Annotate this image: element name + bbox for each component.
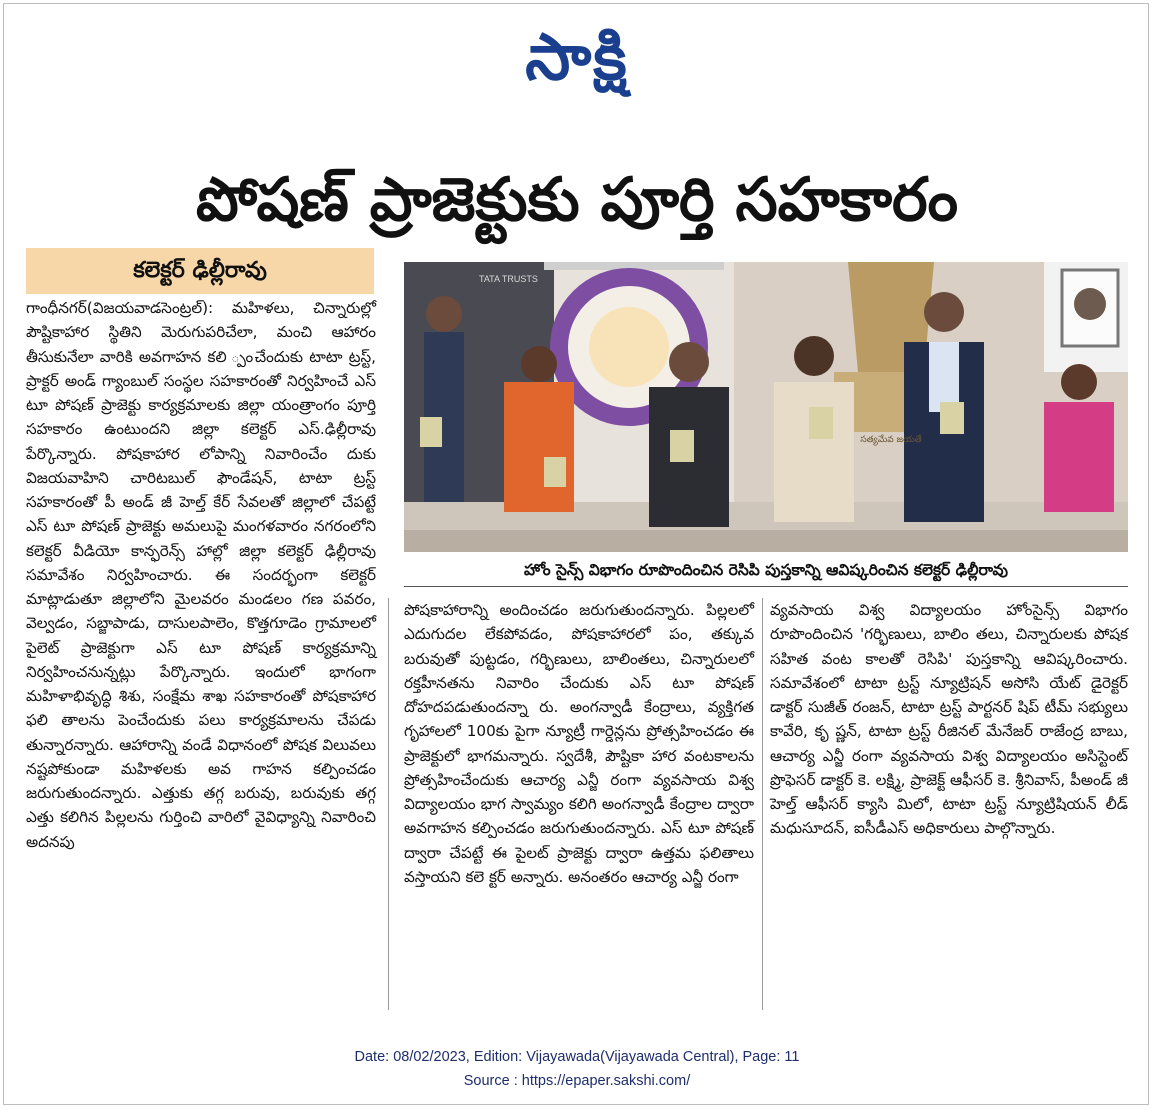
source-link[interactable]: Source : https://epaper.sakshi.com/ (463, 1073, 691, 1089)
masthead (0, 18, 1154, 98)
photo-emblem-text: సత్యమేవ జయతే (860, 435, 922, 445)
article-headline: పోషణ్ ప్రాజెక్టుకు పూర్తి సహకారం (195, 165, 959, 235)
article-subheadline: కలెక్టర్ ఢిల్లీరావు (26, 248, 374, 294)
photo-illustration (404, 262, 1128, 552)
article-column-3 (770, 598, 1128, 841)
column-3-text: వ్యవసాయ విశ్వ విద్యాలయం హోంసైన్స్ విభాగం రూపొందించిన 'గర్భిణులు, బాలిం తలు, చిన్నారులకు పోషక సహిత వంట కాలతో రెసిపి' పుస్తకాన్ని ఆవిష్కరించారు. సమావేశంలో టాటా ట్రస్ట్ న్యూట్రిషన్ అసోసి యేట్ డైరెక్టర్ డాక్టర్ సుజీత్ రంజన్, టాటా ట్రస్ట్ పార్టనర్ షిప్ టీమ్ సభ్యులు కావేరి, కృ ష్ణన్, టాటా ట్రస్ట్ రీజినల్ మేనేజర్ రాజేంద్ర బాబు, ఆచార్య ఎన్జీ రంగా వ్యవసాయ విశ్వ విద్యాలయం అసిస్టెంట్ ప్రొఫెసర్ డాక్టర్ కె. లక్ష్మి, ప్రాజెక్ట్ ఆఫీసర్ కె. శ్రీనివాస్, పీఅండ్ జీ హెల్త్ ఆఫీసర్ క్యాసి మిలో, టాటా ట్రస్ట్ న్యూట్రిషియన్ లీడ్ మధుసూదన్, ఐసీడీఎస్ అధికారులు పాల్గొన్నారు. (770, 601, 1128, 838)
sakshi-logo: సాక్షి (525, 21, 629, 95)
column-divider-1 (388, 598, 389, 1010)
footer-source-line[interactable] (0, 1073, 1154, 1089)
footer-date-line: Date: 08/02/2023, Edition: Vijayawada(Vijayawada Central), Page: 11 (354, 1049, 800, 1065)
article-photo (404, 262, 1128, 552)
column-1-text: గాంధీనగర్(విజయవాడసెంట్రల్): మహిళలు, చిన్నారుల్లో పౌష్టికాహార స్థితిని మెరుగుపరిచేలా, మంచి ఆహారం తీసుకునేలా వారికి అవగాహన కలి ్పంచేందుకు టాటా ట్రస్ట్, ప్రాక్టర్ అండ్ గ్యాంబుల్ సంస్థల సహకారంతో నిర్వహించే ఎస్ టూ పోషణ్ ప్రాజెక్టు కార్యక్రమాలకు జిల్లా యంత్రాంగం పూర్తి సహకారం ఉంటుందని జిల్లా కలెక్టర్ ఎస్.ఢిల్లీరావు పేర్కొన్నారు. పోషకాహార లోపాన్ని నివారించేం దుకు విజయవాహిని చారిటబుల్ ఫౌండేషన్, టాటా ట్రస్ట్ సహకారంతో పీ అండ్ జీ హెల్త్ కేర్ సేవలతో జిల్లాలో చేపట్టే ఎస్ టూ పోషణ్ ప్రాజెక్టు అమలుపై మంగళవారం నగరంలోని కలెక్టర్ వీడియో కాన్ఫరెన్స్ హాల్లో జిల్లా కలెక్టర్ ఢిల్లీరావు సమావేశం నిర్వహించారు. ఈ సందర్భంగా కలెక్టర్ మాట్లాడుతూ జిల్లాలోని మైలవరం మండలం గణ పవరం, వెల్వడం, సబ్జాపాడు, దాసులపాలెం, కొత్తగూడెం గ్రామాలలో పైలెట్ ప్రాజెక్టుగా ఎస్ టూ పోషణ్ కార్యక్రమాన్ని నిర్వహించనున్నట్లు పేర్కొన్నారు. ఇందులో భాగంగా మహిళాభివృద్ధి శిశు, సంక్షేమ శాఖ సహకారంతో పోషకాహార ఫలి తాలను పెంచేందుకు పలు కార్యక్రమాలను చేపడు తున్నారన్నారు. ఆహారాన్ని వండే విధానంలో పోషక విలువలు నష్టపోకుండా మహిళలకు అవ గాహన కల్పించడం జరుగుతుందన్నారు. ఎత్తుకు తగ్గ బరువు, బరువుకు తగ్గ ఎత్తు కలిగిన పిల్లలను గుర్తించి వారిలో వైవిధ్యాన్ని నివారించి అదనపు (26, 299, 376, 851)
article-column-1 (26, 296, 376, 854)
column-divider-2 (762, 598, 763, 1010)
column-2-text: పోషకాహారాన్ని అందించడం జరుగుతుందన్నారు. పిల్లలలో ఎదుగుదల లేకపోవడం, పోషకాహారలో పం, తక్కువ బరువుతో పుట్టడం, గర్భిణులు, బాలింతలు, చిన్నారులలో రక్తహీనతను నివారిం చేందుకు ఎస్ టూ పోషణ్ దోహదపడుతుందన్నా రు. అంగన్వాడీ కేంద్రాలు, వ్యక్తిగత గృహాలలో 100కు పైగా న్యూట్రీ గార్డెన్లను ప్రోత్సహించడం ఈ ప్రాజెక్టులో భాగమన్నారు. స్వదేశీ, పౌష్టికా హార వంటకాలను ప్రోత్సహించేందుకు ఆచార్య ఎన్జీ రంగా వ్యవసాయ విశ్వ విద్యాలయం భాగ స్వామ్యం కలిగి అంగన్వాడీ కేంద్రాల ద్వారా అవగాహన కల్పించడం జరుగుతుందన్నారు. ఎస్ టూ పోషణ్ ద్వారా చేపట్టే ఈ పైలట్ ప్రాజెక్టు ద్వారా ఉత్తమ ఫలితాలు వస్తాయని కలె క్టర్ అన్నారు. అనంతరం ఆచార్య ఎన్జీ రంగా (404, 601, 754, 886)
photo-caption: హోం సైన్స్ విభాగం రూపొందించిన రెసిపి పుస్తకాన్ని ఆవిష్కరించిన కలెక్టర్ ఢిల్లీరావు (404, 554, 1128, 587)
photo-banner-text: TATA TRUSTS (479, 274, 538, 284)
article-column-2 (404, 598, 754, 889)
